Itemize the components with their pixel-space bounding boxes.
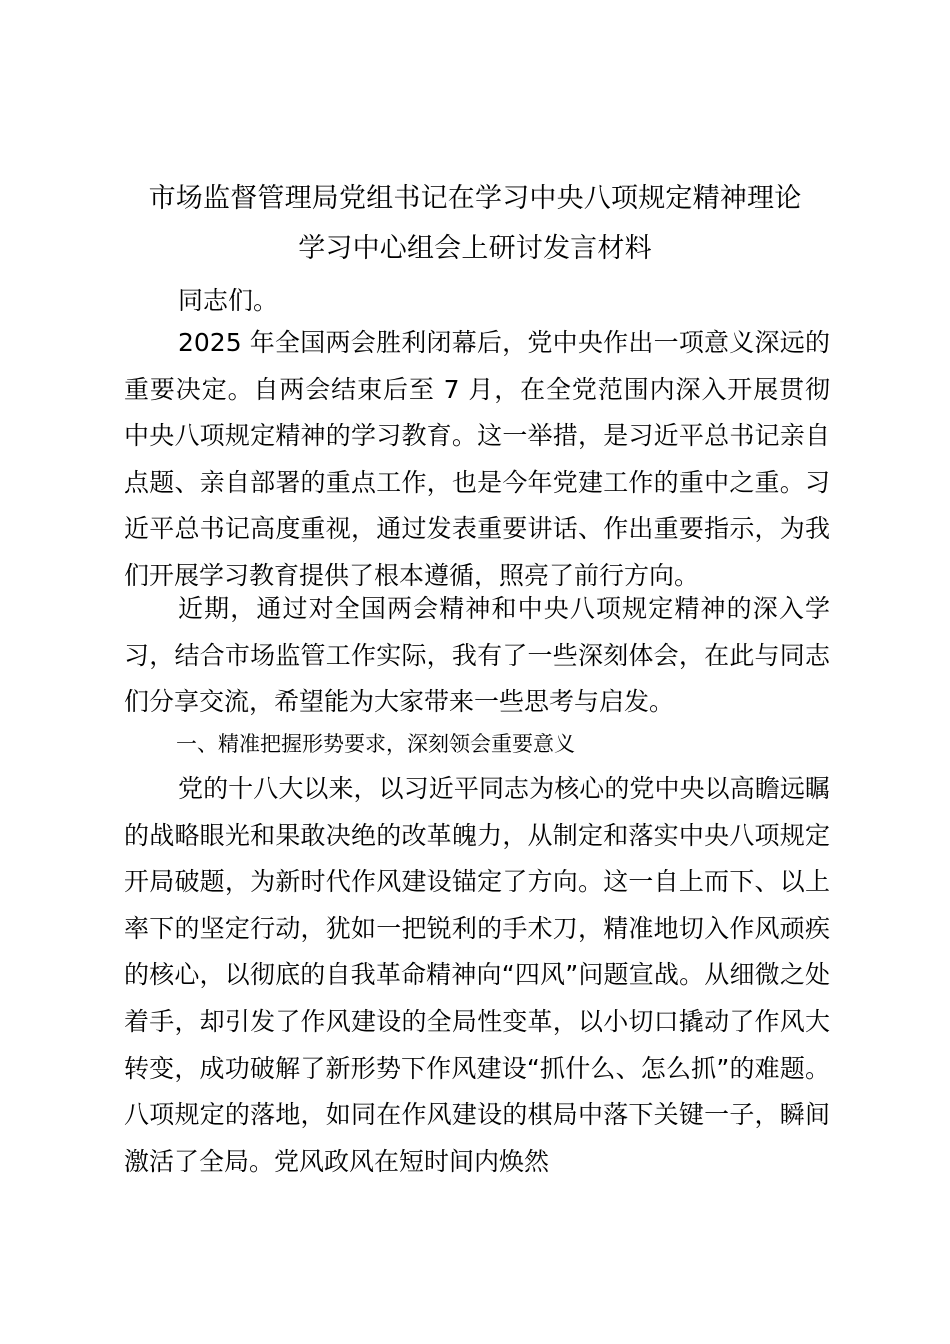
document-title-line-2: 学习中心组会上研讨发言材料 (298, 233, 652, 264)
paragraph-1: 2025 年全国两会胜利闭幕后，党中央作出一项意义深远的重要决定。自两会结束后至 7 月，在全党范围内深入开展贯彻中央八项规定精神的学习教育。这一举措，是习近平总书记亲自点题、亲自部署的重点工作，也是今年党建工作的重中之重。习近平总书记高度重视，通过发表重要讲话、作出重要指示，为我们开展学习教育提供了根本遵循，照亮了前行方向。 (124, 328, 830, 590)
document-title-line-1: 市场监督管理局党组书记在学习中央八项规定精神理论 (148, 183, 802, 214)
paragraph-3: 党的十八大以来，以习近平同志为核心的党中央以高瞻远瞩的战略眼光和果敢决绝的改革魄力，从制定和落实中央八项规定开局破题，为新时代作风建设锚定了方向。这一自上而下、以上率下的坚定行动，犹如一把锐利的手术刀，精准地切入作风顽疾的核心，以彻底的自我革命精神向“四风”问题宣战。从细微之处着手，却引发了作风建设的全局性变革，以小切口撬动了作风大转变，成功破解了新形势下作风建设“抓什么、怎么抓”的难题。八项规定的落地，如同在作风建设的棋局中落下关键一子，瞬间激活了全局。党风政风在短时间内焕然 (124, 774, 830, 1176)
paragraph-2: 近期，通过对全国两会精神和中央八项规定精神的深入学习，结合市场监管工作实际，我有了一些深刻体会，在此与同志们分享交流，希望能为大家带来一些思考与启发。 (124, 594, 830, 717)
greeting: 同志们。 (178, 286, 279, 315)
section-heading-1: 一、精准把握形势要求，深刻领会重要意义 (176, 732, 575, 756)
